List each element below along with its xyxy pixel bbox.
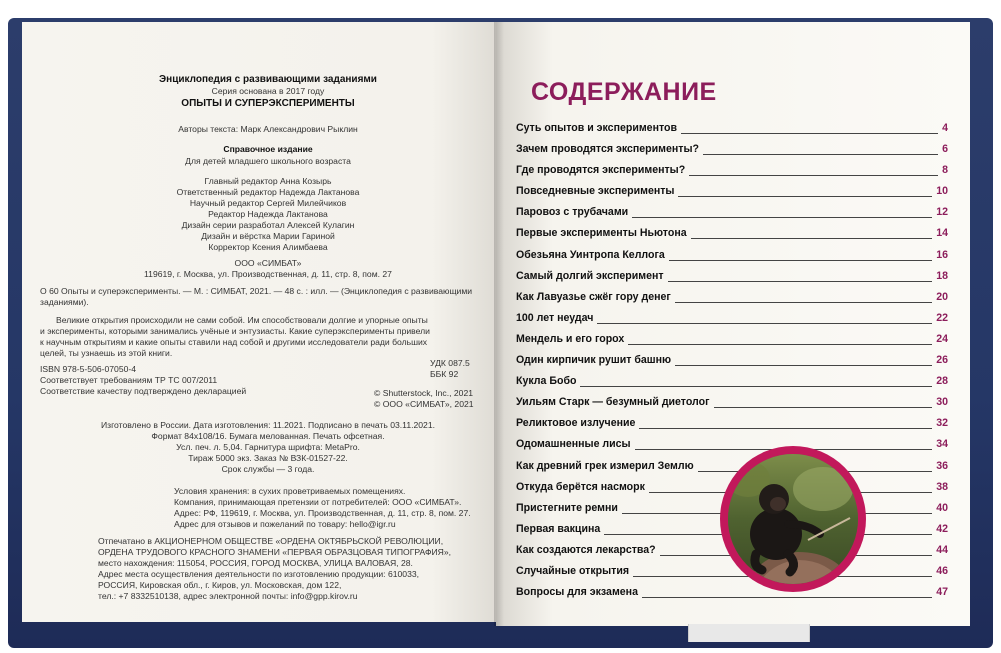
contents-page [496, 22, 970, 626]
contents-row-title: Реликтовое излучение [516, 417, 636, 430]
contents-row-title: Паровоз с трубачами [516, 206, 629, 219]
contents-row [516, 270, 948, 291]
catalog-entry: О 60 Опыты и суперэксперименты. — М. : СИМБАТ, 2021. — 48 с. : илл. — (Энциклопедия с развивающими [40, 286, 473, 296]
contents-row-title: Суть опытов и экспериментов [516, 122, 678, 134]
contents-title: СОДЕРЖАНИЕ [531, 78, 717, 106]
credit-line: Корректор Ксения Алимбаева [208, 242, 328, 252]
contents-leader-line [668, 281, 932, 282]
contents-row-title: Где проводятся эксперименты? [516, 164, 686, 177]
contents-row-title: Один кирпичик рушит башню [516, 354, 672, 367]
contents-row [516, 417, 948, 438]
contents-row [516, 354, 948, 375]
contents-leader-line [703, 154, 938, 155]
contents-leader-line [597, 323, 932, 324]
contents-row-title: Вопросы для экзамена [516, 586, 638, 599]
book-title: ОПЫТЫ И СУПЕРЭКСПЕРИМЕНТЫ [181, 98, 355, 109]
contents-page-number: 4 [942, 122, 948, 134]
contents-page-number: 40 [936, 501, 948, 514]
copyright-shutterstock: © Shutterstock, Inc., 2021 [374, 388, 474, 398]
contents-row-title: Случайные открытия [516, 564, 630, 577]
chimpanzee-illustration [728, 454, 858, 584]
contents-page-number: 32 [936, 417, 948, 430]
contents-row [516, 291, 948, 312]
printing-line: РОССИЯ, Кировская обл., г. Киров, ул. Московская, дом 122, [98, 580, 342, 590]
quality-declaration: Соответствие качеству подтверждено декларацией [40, 386, 247, 396]
contents-leader-line [669, 260, 932, 261]
contents-row-title: Пристегните ремни [516, 501, 618, 514]
contents-page-number: 36 [936, 459, 948, 472]
production-line: Срок службы — 3 года. [221, 464, 315, 474]
chimpanzee-photo [728, 454, 858, 584]
contents-leader-line [580, 386, 932, 387]
contents-page-number: 42 [936, 522, 948, 535]
production-line: Усл. печ. л. 5,04. Гарнитура шрифта: MetaPro. [176, 442, 360, 452]
storage-line: Адрес для отзывов и пожеланий по товару: hello@igr.ru [174, 519, 396, 529]
contents-page-number: 20 [936, 290, 948, 303]
contents-row [516, 565, 948, 586]
contents-leader-line [675, 365, 932, 366]
credit-line: Дизайн и вёрстка Марии Гариной [201, 231, 335, 241]
contents-row [516, 206, 948, 227]
contents-page-number: 28 [936, 375, 948, 388]
contents-row-title: Первая вакцина [516, 522, 601, 535]
audience: Для детей младшего школьного возраста [185, 156, 351, 166]
contents-page-number: 8 [942, 164, 948, 177]
annotation-line: целей, ты узнаешь из этой книги. [40, 348, 173, 358]
contents-row-title: Одомашненные лисы [516, 438, 631, 451]
contents-row-title: Самый долгий эксперимент [516, 269, 664, 282]
contents-page-number: 14 [936, 227, 948, 240]
contents-row [516, 312, 948, 333]
contents-row-title: 100 лет неудач [516, 311, 594, 324]
credit-line: Редактор Надежда Лактанова [208, 209, 328, 219]
contents-leader-line [632, 217, 932, 218]
contents-page-number: 10 [936, 185, 948, 198]
credit-line: Ответственный редактор Надежда Лактанова [176, 187, 360, 197]
contents-leader-line [714, 407, 932, 408]
contents-row [516, 586, 948, 607]
contents-page-number: 44 [936, 543, 948, 556]
credit-line: Научный редактор Сергей Милейчиков [189, 198, 347, 208]
annotation-line: Великие открытия происходили не сами собой. Им способствовали долгие и упорные опыты [56, 315, 428, 325]
contents-row [516, 227, 948, 248]
contents-row [516, 438, 948, 459]
contents-leader-line [639, 428, 932, 429]
annotation-line: и эксперименты, которыми занимались учёные и энтузиасты. Какие суперэксперименты привели [40, 326, 430, 336]
contents-row-title: Как Лавуазье сжёг гору денег [516, 290, 671, 303]
contents-page-number: 16 [936, 248, 948, 261]
contents-page-number: 6 [942, 143, 948, 156]
contents-leader-line [675, 302, 932, 303]
contents-leader-line [691, 238, 932, 239]
contents-row-title: Уильям Старк — безумный диетолог [516, 396, 710, 409]
contents-page-number: 24 [936, 332, 948, 345]
contents-page-number: 38 [936, 480, 948, 493]
credit-line: Дизайн серии разработал Алексей Кулагин [181, 220, 355, 230]
contents-row-title: Как древний грек измерил Землю [516, 459, 694, 472]
printing-line: Адрес места осуществления деятельности по изготовлению продукции: 610033, [98, 569, 420, 579]
bbk-code: ББК 92 [430, 369, 459, 379]
contents-row [516, 185, 948, 206]
contents-page-number: 30 [936, 396, 948, 409]
contents-row-title: Первые эксперименты Ньютона [516, 227, 687, 240]
printing-line: ОРДЕНА ТРУДОВОГО КРАСНОГО ЗНАМЕНИ «ПЕРВАЯ ОБРАЗЦОВАЯ ТИПОГРАФИЯ», [98, 547, 452, 557]
contents-leader-line [689, 175, 938, 176]
credit-line: Главный редактор Анна Козырь [204, 176, 332, 186]
storage-line: Адрес: РФ, 119619, г. Москва, ул. Производственная, д. 11, стр. 8, пом. 27. [174, 508, 471, 518]
contents-row-title: Откуда берётся насморк [516, 480, 645, 493]
contents-page-number: 12 [936, 206, 948, 219]
edition-type: Справочное издание [223, 144, 313, 154]
contents-leader-line [678, 196, 932, 197]
series-title: Энциклопедия с развивающими заданиями [159, 74, 377, 85]
imprint-block [22, 22, 504, 622]
page-edge-tab [688, 624, 810, 642]
contents-page-number: 18 [936, 269, 948, 282]
contents-row [516, 143, 948, 164]
contents-page-number: 34 [936, 438, 948, 451]
storage-line: Компания, принимающая претензии от потребителей: ООО «СИМБАТ». [174, 497, 462, 507]
publisher-name: ООО «СИМБАТ» [234, 258, 302, 268]
annotation-line: к научным открытиям и какие опыты ставили над собой и другими исследователи ради больших [40, 337, 428, 347]
tr-compliance: Соответствует требованиям ТР ТС 007/2011 [40, 375, 218, 385]
contents-row-title: Как создаются лекарства? [516, 543, 656, 556]
contents-row-title: Повседневные эксперименты [516, 185, 675, 198]
catalog-entry-cont: заданиями). [40, 297, 89, 307]
contents-row [516, 249, 948, 270]
contents-row [516, 164, 948, 185]
contents-page-number: 46 [936, 564, 948, 577]
contents-row-title: Кукла Бобо [516, 375, 577, 388]
contents-leader-line [681, 133, 938, 134]
series-founded: Серия основана в 2017 году [211, 86, 325, 96]
contents-leader-line [642, 597, 932, 598]
contents-row [516, 375, 948, 396]
contents-row [516, 122, 948, 143]
production-line: Тираж 5000 экз. Заказ № ВЗК-01527-22. [188, 453, 348, 463]
copyright-publisher: © ООО «СИМБАТ», 2021 [374, 399, 474, 409]
contents-page-number: 26 [936, 354, 948, 367]
printing-line: место нахождения: 115054, РОССИЯ, ГОРОД МОСКВА, УЛИЦА ВАЛОВАЯ, 28. [98, 558, 413, 568]
contents-row [516, 396, 948, 417]
publisher-address: 119619, г. Москва, ул. Производственная, д. 11, стр. 8, пом. 27 [144, 269, 392, 279]
storage-line: Условия хранения: в сухих проветриваемых помещениях. [174, 486, 406, 496]
printing-line: Отпечатано в АКЦИОНЕРНОМ ОБЩЕСТВЕ «ОРДЕНА ОКТЯБРЬСКОЙ РЕВОЛЮЦИИ, [98, 536, 444, 546]
contents-row-title: Обезьяна Уинтропа Келлога [516, 248, 665, 261]
contents-row-title: Зачем проводятся эксперименты? [516, 143, 699, 156]
isbn: ISBN 978-5-506-07050-4 [40, 364, 137, 374]
contents-page-number: 22 [936, 311, 948, 324]
udk-code: УДК 087.5 [430, 358, 470, 368]
page-gutter [494, 22, 504, 626]
contents-leader-line [628, 344, 932, 345]
contents-row-title: Мендель и его горох [516, 332, 625, 345]
contents-page-number: 47 [936, 586, 948, 599]
printing-line: тел.: +7 8332510138, адрес электронной почты: info@gpp.kirov.ru [98, 591, 358, 601]
authors: Авторы текста: Марк Александрович Рыклин [178, 124, 358, 134]
contents-row [516, 333, 948, 354]
production-line: Формат 84х108/16. Бумага мелованная. Печать офсетная. [151, 431, 385, 441]
production-line: Изготовлено в России. Дата изготовления: 11.2021. Подписано в печать 03.11.2021. [100, 420, 436, 430]
imprint-page [22, 22, 504, 622]
